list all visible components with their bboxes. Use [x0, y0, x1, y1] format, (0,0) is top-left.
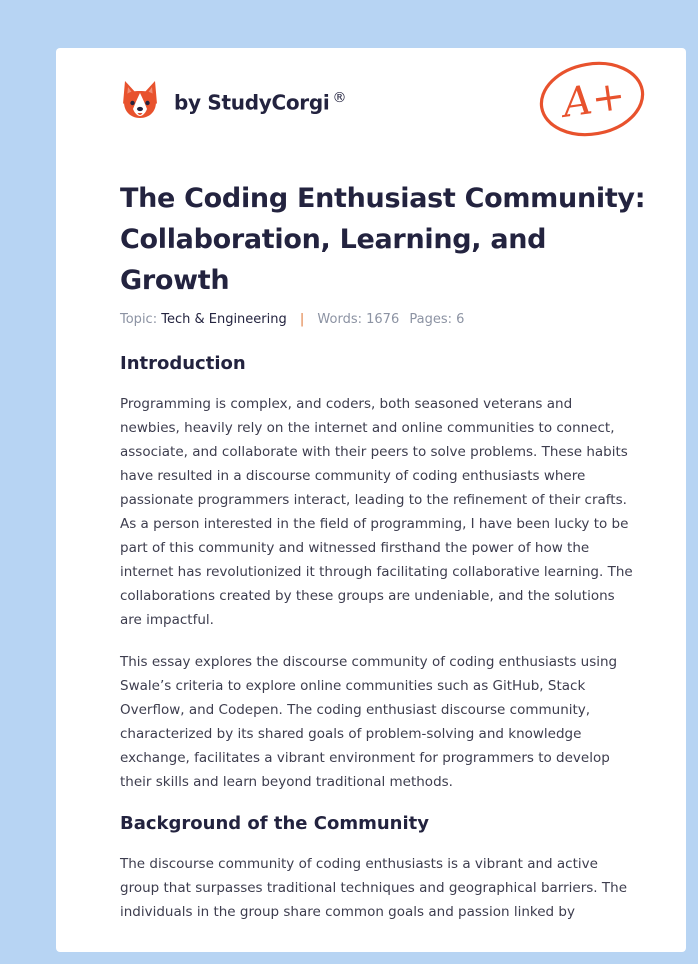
- document-meta: [120, 312, 464, 327]
- page-title: The Coding Enthusiast Community: Collaboration, Learning, and Growth: [120, 183, 646, 296]
- words-label: Words:: [317, 312, 362, 327]
- corgi-logo-icon: [120, 78, 160, 122]
- paragraph: This essay explores the discourse community of coding enthusiasts using Swale’s criteria to explore online communities such as GitHub, Stack Overflow, and Codepen. The coding enthusiast discourse community, characterized by its shared goals of problem-solving and knowledge exchange, facilitates a vibrant environment for programmers to develop their skills and learn beyond traditional methods.: [120, 654, 618, 790]
- brand-name: by StudyCorgi ®: [174, 89, 347, 115]
- section-heading-introduction: Introduction: [120, 353, 246, 374]
- brand-header: [120, 76, 346, 124]
- section-heading-background: Background of the Community: [120, 813, 429, 834]
- grade-text: A+: [560, 72, 629, 127]
- pages-label: Pages:: [409, 312, 452, 327]
- paragraph: The discourse community of coding enthusiasts is a vibrant and active group that surpasses traditional techniques and geographical barriers. The individuals in the group share common goals and passion linked by: [120, 856, 628, 920]
- topic-link[interactable]: Tech & Engineering: [161, 312, 287, 327]
- pages-value: 6: [456, 312, 465, 327]
- meta-separator: |: [299, 312, 305, 327]
- words-value: 1676: [366, 312, 400, 327]
- topic-label: Topic:: [120, 312, 158, 327]
- a-plus-grade-stamp: [536, 58, 648, 140]
- document-page: [56, 48, 686, 952]
- paragraph: Programming is complex, and coders, both seasoned veterans and newbies, heavily rely on the internet and online communities to connect, associate, and collaborate with their peers to solve problems. These habits have resulted in a discourse community of coding enthusiasts where passionate programmers interact, leading to the refinement of their crafts. As a person interested in the field of programming, I have been lucky to be part of this community and witnessed firsthand the power of how the internet has revolutionized it through facilitating collaborative learning. The collaborations created by these groups are undeniable, and the solutions are impactful.: [120, 396, 633, 628]
- registered-mark: ®: [332, 89, 347, 106]
- document-body: [120, 352, 634, 924]
